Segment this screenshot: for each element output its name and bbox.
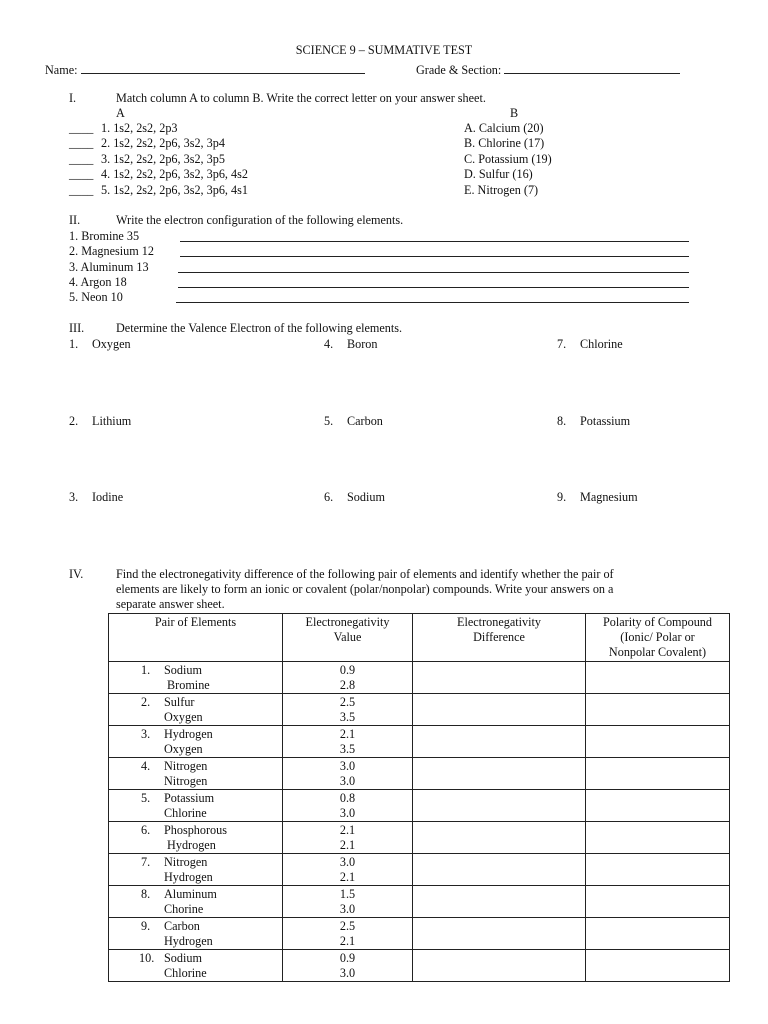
polarity-answer-cell[interactable] <box>586 790 730 822</box>
grade-field-row <box>416 61 680 78</box>
polarity-answer-cell[interactable] <box>586 918 730 950</box>
valence-item-element: Sodium <box>347 490 385 504</box>
header-difference-line-1: Electronegativity <box>457 615 541 629</box>
table-row <box>109 822 730 854</box>
difference-answer-cell[interactable] <box>413 758 586 790</box>
value-2: 3.5 <box>339 710 356 724</box>
electronegativity-value-cell <box>283 950 413 982</box>
electronegativity-value-cell <box>283 758 413 790</box>
part1-instruction: Match column A to column B. Write the correct letter on your answer sheet. <box>116 91 486 105</box>
value-2: 2.8 <box>339 678 356 692</box>
valence-item-number: 3. <box>69 490 79 504</box>
pair-element-2: Hydrogen <box>164 934 213 948</box>
value-1: 2.1 <box>339 823 356 837</box>
pair-element-1: Aluminum <box>164 887 217 901</box>
polarity-answer-cell[interactable] <box>586 726 730 758</box>
pair-element-1: Sodium <box>164 663 202 677</box>
value-1: 3.0 <box>339 759 356 773</box>
column-b-item: D. Sulfur (16) <box>464 167 533 181</box>
part2-instruction: Write the electron configuration of the following elements. <box>116 213 404 227</box>
pair-element-1: Phosphorous <box>164 823 227 837</box>
table-row <box>109 886 730 918</box>
pair-number: 5. <box>141 791 151 805</box>
column-b-item: C. Potassium (19) <box>464 152 552 166</box>
answer-line[interactable] <box>176 302 689 303</box>
polarity-answer-cell[interactable] <box>586 822 730 854</box>
name-input-line[interactable] <box>81 61 365 74</box>
table-header-row <box>109 614 730 662</box>
element-label: 4. Argon 18 <box>69 275 127 289</box>
answer-blank[interactable]: ____ <box>69 152 94 166</box>
part4-instruction-line-1: Find the electronegativity difference of the following pair of elements and identify whether the pair of <box>116 567 614 581</box>
value-2: 3.0 <box>339 774 356 788</box>
table-row <box>109 950 730 982</box>
header-polarity-line-3: Nonpolar Covalent) <box>608 645 707 659</box>
polarity-answer-cell[interactable] <box>586 758 730 790</box>
table-row <box>109 918 730 950</box>
valence-item-element: Boron <box>347 337 378 351</box>
value-1: 3.0 <box>339 855 356 869</box>
value-1: 0.9 <box>339 951 356 965</box>
name-label: Name: <box>45 63 78 77</box>
header-value-line-2: Value <box>333 630 362 644</box>
difference-answer-cell[interactable] <box>413 694 586 726</box>
electronegativity-value-cell <box>283 694 413 726</box>
pair-number: 3. <box>141 727 151 741</box>
header-polarity-line-1: Polarity of Compound <box>602 615 712 629</box>
pair-number: 7. <box>141 855 151 869</box>
pair-element-1: Nitrogen <box>164 855 208 869</box>
table-row <box>109 854 730 886</box>
valence-item-element: Lithium <box>92 414 132 428</box>
value-1: 1.5 <box>339 887 356 901</box>
part4-numeral: IV. <box>69 567 84 581</box>
valence-item-element: Oxygen <box>92 337 131 351</box>
grade-section-label: Grade & Section: <box>416 63 502 77</box>
valence-item-number: 8. <box>557 414 567 428</box>
element-label: 3. Aluminum 13 <box>69 260 149 274</box>
header-electronegativity-value <box>283 614 413 662</box>
value-1: 2.5 <box>339 919 356 933</box>
pair-of-elements-cell <box>109 726 283 758</box>
pair-of-elements-cell <box>109 950 283 982</box>
polarity-answer-cell[interactable] <box>586 950 730 982</box>
value-2: 3.0 <box>339 966 356 980</box>
value-2: 2.1 <box>339 934 356 948</box>
pair-of-elements-cell <box>109 694 283 726</box>
polarity-answer-cell[interactable] <box>586 886 730 918</box>
pair-of-elements-cell <box>109 854 283 886</box>
valence-item-element: Magnesium <box>580 490 638 504</box>
pair-number: 6. <box>141 823 151 837</box>
pair-element-2: Chorine <box>164 902 204 916</box>
answer-line[interactable] <box>180 241 689 242</box>
column-a-item: 5. 1s2, 2s2, 2p6, 3s2, 3p6, 4s1 <box>101 183 248 197</box>
difference-answer-cell[interactable] <box>413 854 586 886</box>
part1-numeral: I. <box>69 91 77 105</box>
column-b-item: A. Calcium (20) <box>464 121 544 135</box>
pair-number: 4. <box>141 759 151 773</box>
page-title: SCIENCE 9 – SUMMATIVE TEST <box>295 43 473 57</box>
header-polarity-of-compound <box>586 614 730 662</box>
answer-blank[interactable]: ____ <box>69 121 94 135</box>
column-a-item: 3. 1s2, 2s2, 2p6, 3s2, 3p5 <box>101 152 225 166</box>
polarity-answer-cell[interactable] <box>586 662 730 694</box>
valence-item-number: 1. <box>69 337 79 351</box>
table-row <box>109 662 730 694</box>
pair-of-elements-cell <box>109 662 283 694</box>
column-a-item: 1. 1s2, 2s2, 2p3 <box>101 121 178 135</box>
column-b-item: B. Chlorine (17) <box>464 136 545 150</box>
valence-item-element: Iodine <box>92 490 124 504</box>
electronegativity-value-cell <box>283 854 413 886</box>
valence-item-number: 2. <box>69 414 79 428</box>
header-pair-of-elements <box>109 614 283 662</box>
pair-element-2: Chlorine <box>164 806 207 820</box>
part4-instruction-line-2: elements are likely to form an ionic or covalent (polar/nonpolar) compounds. Write your answers on a <box>116 582 614 596</box>
table-row <box>109 694 730 726</box>
value-2: 3.5 <box>339 742 356 756</box>
pair-number: 9. <box>141 919 151 933</box>
column-b-item: E. Nitrogen (7) <box>464 183 539 197</box>
pair-element-2: Oxygen <box>164 710 203 724</box>
pair-of-elements-cell <box>109 886 283 918</box>
part3-instruction: Determine the Valence Electron of the following elements. <box>116 321 403 335</box>
pair-number: 2. <box>141 695 151 709</box>
polarity-answer-cell[interactable] <box>586 694 730 726</box>
difference-answer-cell[interactable] <box>413 950 586 982</box>
pair-of-elements-cell <box>109 758 283 790</box>
answer-line[interactable] <box>178 287 689 288</box>
pair-element-1: Nitrogen <box>164 759 208 773</box>
value-2: 3.0 <box>339 902 356 916</box>
part2-numeral: II. <box>69 213 81 227</box>
grade-section-input-line[interactable] <box>504 61 680 74</box>
electronegativity-value-cell <box>283 726 413 758</box>
difference-answer-cell[interactable] <box>413 886 586 918</box>
value-2: 3.0 <box>339 806 356 820</box>
valence-item-number: 4. <box>324 337 334 351</box>
answer-blank[interactable]: ____ <box>69 167 94 181</box>
value-2: 2.1 <box>339 870 356 884</box>
answer-line[interactable] <box>178 272 689 273</box>
pair-number: 1. <box>141 663 151 677</box>
pair-element-2: Chlorine <box>164 966 207 980</box>
difference-answer-cell[interactable] <box>413 726 586 758</box>
header-value-line-1: Electronegativity <box>305 615 390 629</box>
pair-element-1: Carbon <box>164 919 200 933</box>
difference-answer-cell[interactable] <box>413 790 586 822</box>
pair-element-1: Sulfur <box>164 695 195 709</box>
name-field-row <box>45 61 365 78</box>
pair-element-1: Potassium <box>164 791 215 805</box>
valence-item-element: Potassium <box>580 414 631 428</box>
polarity-answer-cell[interactable] <box>586 854 730 886</box>
valence-item-number: 6. <box>324 490 334 504</box>
pair-of-elements-cell <box>109 790 283 822</box>
difference-answer-cell[interactable] <box>413 822 586 854</box>
electronegativity-value-cell <box>283 886 413 918</box>
pair-number: 8. <box>141 887 151 901</box>
header-pair-text: Pair of Elements <box>154 615 237 629</box>
header-difference-line-2: Difference <box>473 630 525 644</box>
part3-numeral: III. <box>69 321 85 335</box>
valence-item-element: Carbon <box>347 414 383 428</box>
pair-element-2: Hydrogen <box>164 870 213 884</box>
electronegativity-value-cell <box>283 790 413 822</box>
electronegativity-value-cell <box>283 662 413 694</box>
table-row <box>109 758 730 790</box>
valence-item-element: Chlorine <box>580 337 623 351</box>
answer-blank[interactable]: ____ <box>69 183 94 197</box>
electronegativity-table <box>108 613 730 982</box>
valence-item-number: 5. <box>324 414 334 428</box>
column-a-item: 4. 1s2, 2s2, 2p6, 3s2, 3p6, 4s2 <box>101 167 248 181</box>
table-row <box>109 726 730 758</box>
column-a-heading: A <box>116 106 125 120</box>
valence-item-number: 7. <box>557 337 567 351</box>
difference-answer-cell[interactable] <box>413 662 586 694</box>
pair-of-elements-cell <box>109 822 283 854</box>
element-label: 1. Bromine 35 <box>69 229 140 243</box>
value-1: 2.5 <box>339 695 356 709</box>
pair-element-2: Nitrogen <box>164 774 208 788</box>
electronegativity-value-cell <box>283 918 413 950</box>
value-1: 2.1 <box>339 727 356 741</box>
pair-element-2: Oxygen <box>164 742 203 756</box>
answer-line[interactable] <box>180 256 689 257</box>
part4-instruction-line-3: separate answer sheet. <box>116 597 225 611</box>
valence-item-number: 9. <box>557 490 567 504</box>
pair-of-elements-cell <box>109 918 283 950</box>
value-2: 2.1 <box>339 838 356 852</box>
element-label: 2. Magnesium 12 <box>69 244 154 258</box>
column-b-heading: B <box>510 106 519 120</box>
difference-answer-cell[interactable] <box>413 918 586 950</box>
table-row <box>109 790 730 822</box>
pair-element-1: Hydrogen <box>164 727 213 741</box>
pair-number: 10. <box>139 951 155 965</box>
header-polarity-line-2: (Ionic/ Polar or <box>620 630 695 644</box>
column-a-item: 2. 1s2, 2s2, 2p6, 3s2, 3p4 <box>101 136 225 150</box>
pair-element-1: Sodium <box>164 951 202 965</box>
pair-element-2: Bromine <box>164 678 210 692</box>
answer-blank[interactable]: ____ <box>69 136 94 150</box>
element-label: 5. Neon 10 <box>69 290 123 304</box>
pair-element-2: Hydrogen <box>164 838 216 852</box>
value-1: 0.8 <box>339 791 356 805</box>
value-1: 0.9 <box>339 663 356 677</box>
electronegativity-value-cell <box>283 822 413 854</box>
header-electronegativity-difference <box>413 614 586 662</box>
